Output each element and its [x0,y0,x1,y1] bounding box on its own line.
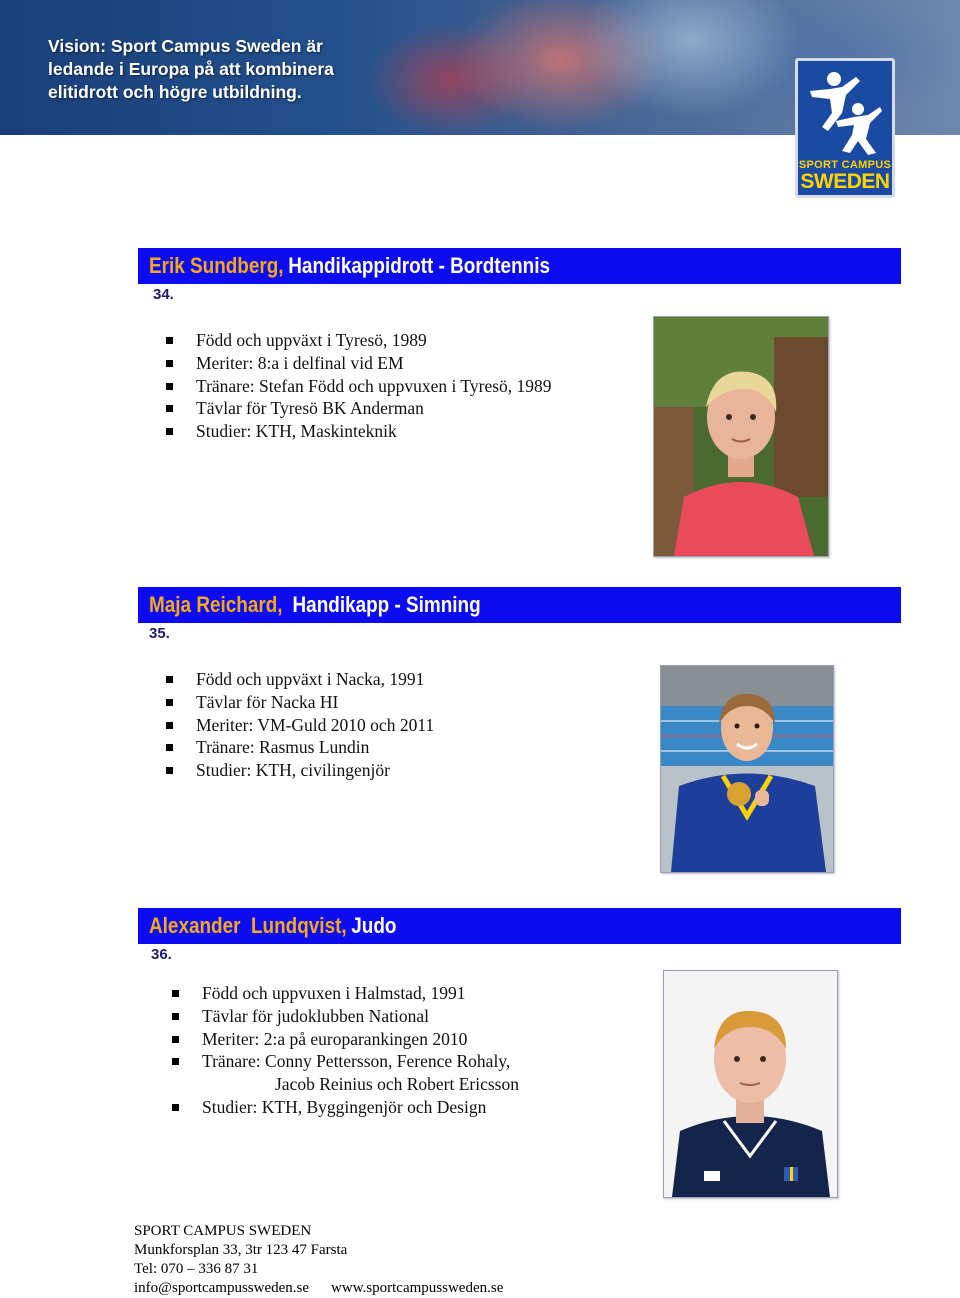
athlete-photo [663,970,838,1198]
athlete-sport: Handikappidrott - Bordtennis [283,253,551,278]
athlete-title-bar [138,908,901,944]
fact-item: Tränare: Stefan Född och uppvuxen i Tyresö, 1989 [166,375,552,398]
vision-statement [48,35,334,104]
fact-item-text: Tränare: Conny Pettersson, Ference Rohaly, [202,1051,511,1072]
athlete-sport: Handikapp - Simning [282,592,481,617]
athlete-number: 34. [153,286,174,303]
fact-item: Tränare: Rasmus Lundin [166,736,434,759]
fact-item: Studier: KTH, civilingenjör [166,759,434,782]
athlete-number: 35. [149,625,170,642]
vision-line-2: ledande i Europa på att kombinera [48,59,334,79]
athletes-logo-icon [806,69,886,157]
footer-contact [134,1222,503,1298]
vision-line-1: Vision: Sport Campus Sweden är [48,36,323,56]
athlete-facts-list [166,668,434,782]
fact-item: Studier: KTH, Byggingenjör och Design [172,1096,519,1119]
athlete-name: Erik Sundberg, [149,253,284,278]
sport-campus-sweden-logo [795,58,895,198]
athlete-facts-list [172,982,519,1119]
fact-item [172,1050,519,1096]
footer-website-link[interactable]: www.sportcampussweden.se [331,1280,504,1296]
fact-item: Tävlar för judoklubben National [172,1005,519,1028]
fact-item: Meriter: 2:a på europarankingen 2010 [172,1028,519,1051]
athlete-facts-list [166,329,552,443]
fact-item: Född och uppväxt i Tyresö, 1989 [166,329,552,352]
footer-address: Munkforsplan 33, 3tr 123 47 Farsta [134,1242,348,1258]
fact-item: Meriter: 8:a i delfinal vid EM [166,352,552,375]
fact-item: Född och uppvuxen i Halmstad, 1991 [172,982,519,1005]
footer-links [134,1279,503,1298]
fact-item: Tävlar för Tyresö BK Anderman [166,397,552,420]
athlete-title-bar [138,587,901,623]
athlete-photo [660,665,834,873]
fact-item: Tävlar för Nacka HI [166,691,434,714]
fact-item-continuation: Jacob Reinius och Robert Ericsson [275,1074,519,1095]
fact-item: Född och uppväxt i Nacka, 1991 [166,668,434,691]
fact-item: Studier: KTH, Maskinteknik [166,420,552,443]
athlete-number: 36. [151,946,172,963]
footer-org: SPORT CAMPUS SWEDEN [134,1223,312,1239]
athlete-name: Alexander Lundqvist, [149,913,347,938]
fact-item: Meriter: VM-Guld 2010 och 2011 [166,714,434,737]
athlete-name: Maja Reichard, [149,592,283,617]
logo-text-sweden: SWEDEN [800,170,890,193]
footer-email-link[interactable]: info@sportcampussweden.se [134,1280,310,1296]
vision-line-3: elitidrott och högre utbildning. [48,82,302,102]
footer-phone: Tel: 070 – 336 87 31 [134,1261,259,1277]
athlete-sport: Judo [346,913,397,938]
athlete-photo [653,316,829,557]
logo-text-sport-campus: SPORT CAMPUS [798,159,892,171]
athlete-title-bar [138,248,901,284]
